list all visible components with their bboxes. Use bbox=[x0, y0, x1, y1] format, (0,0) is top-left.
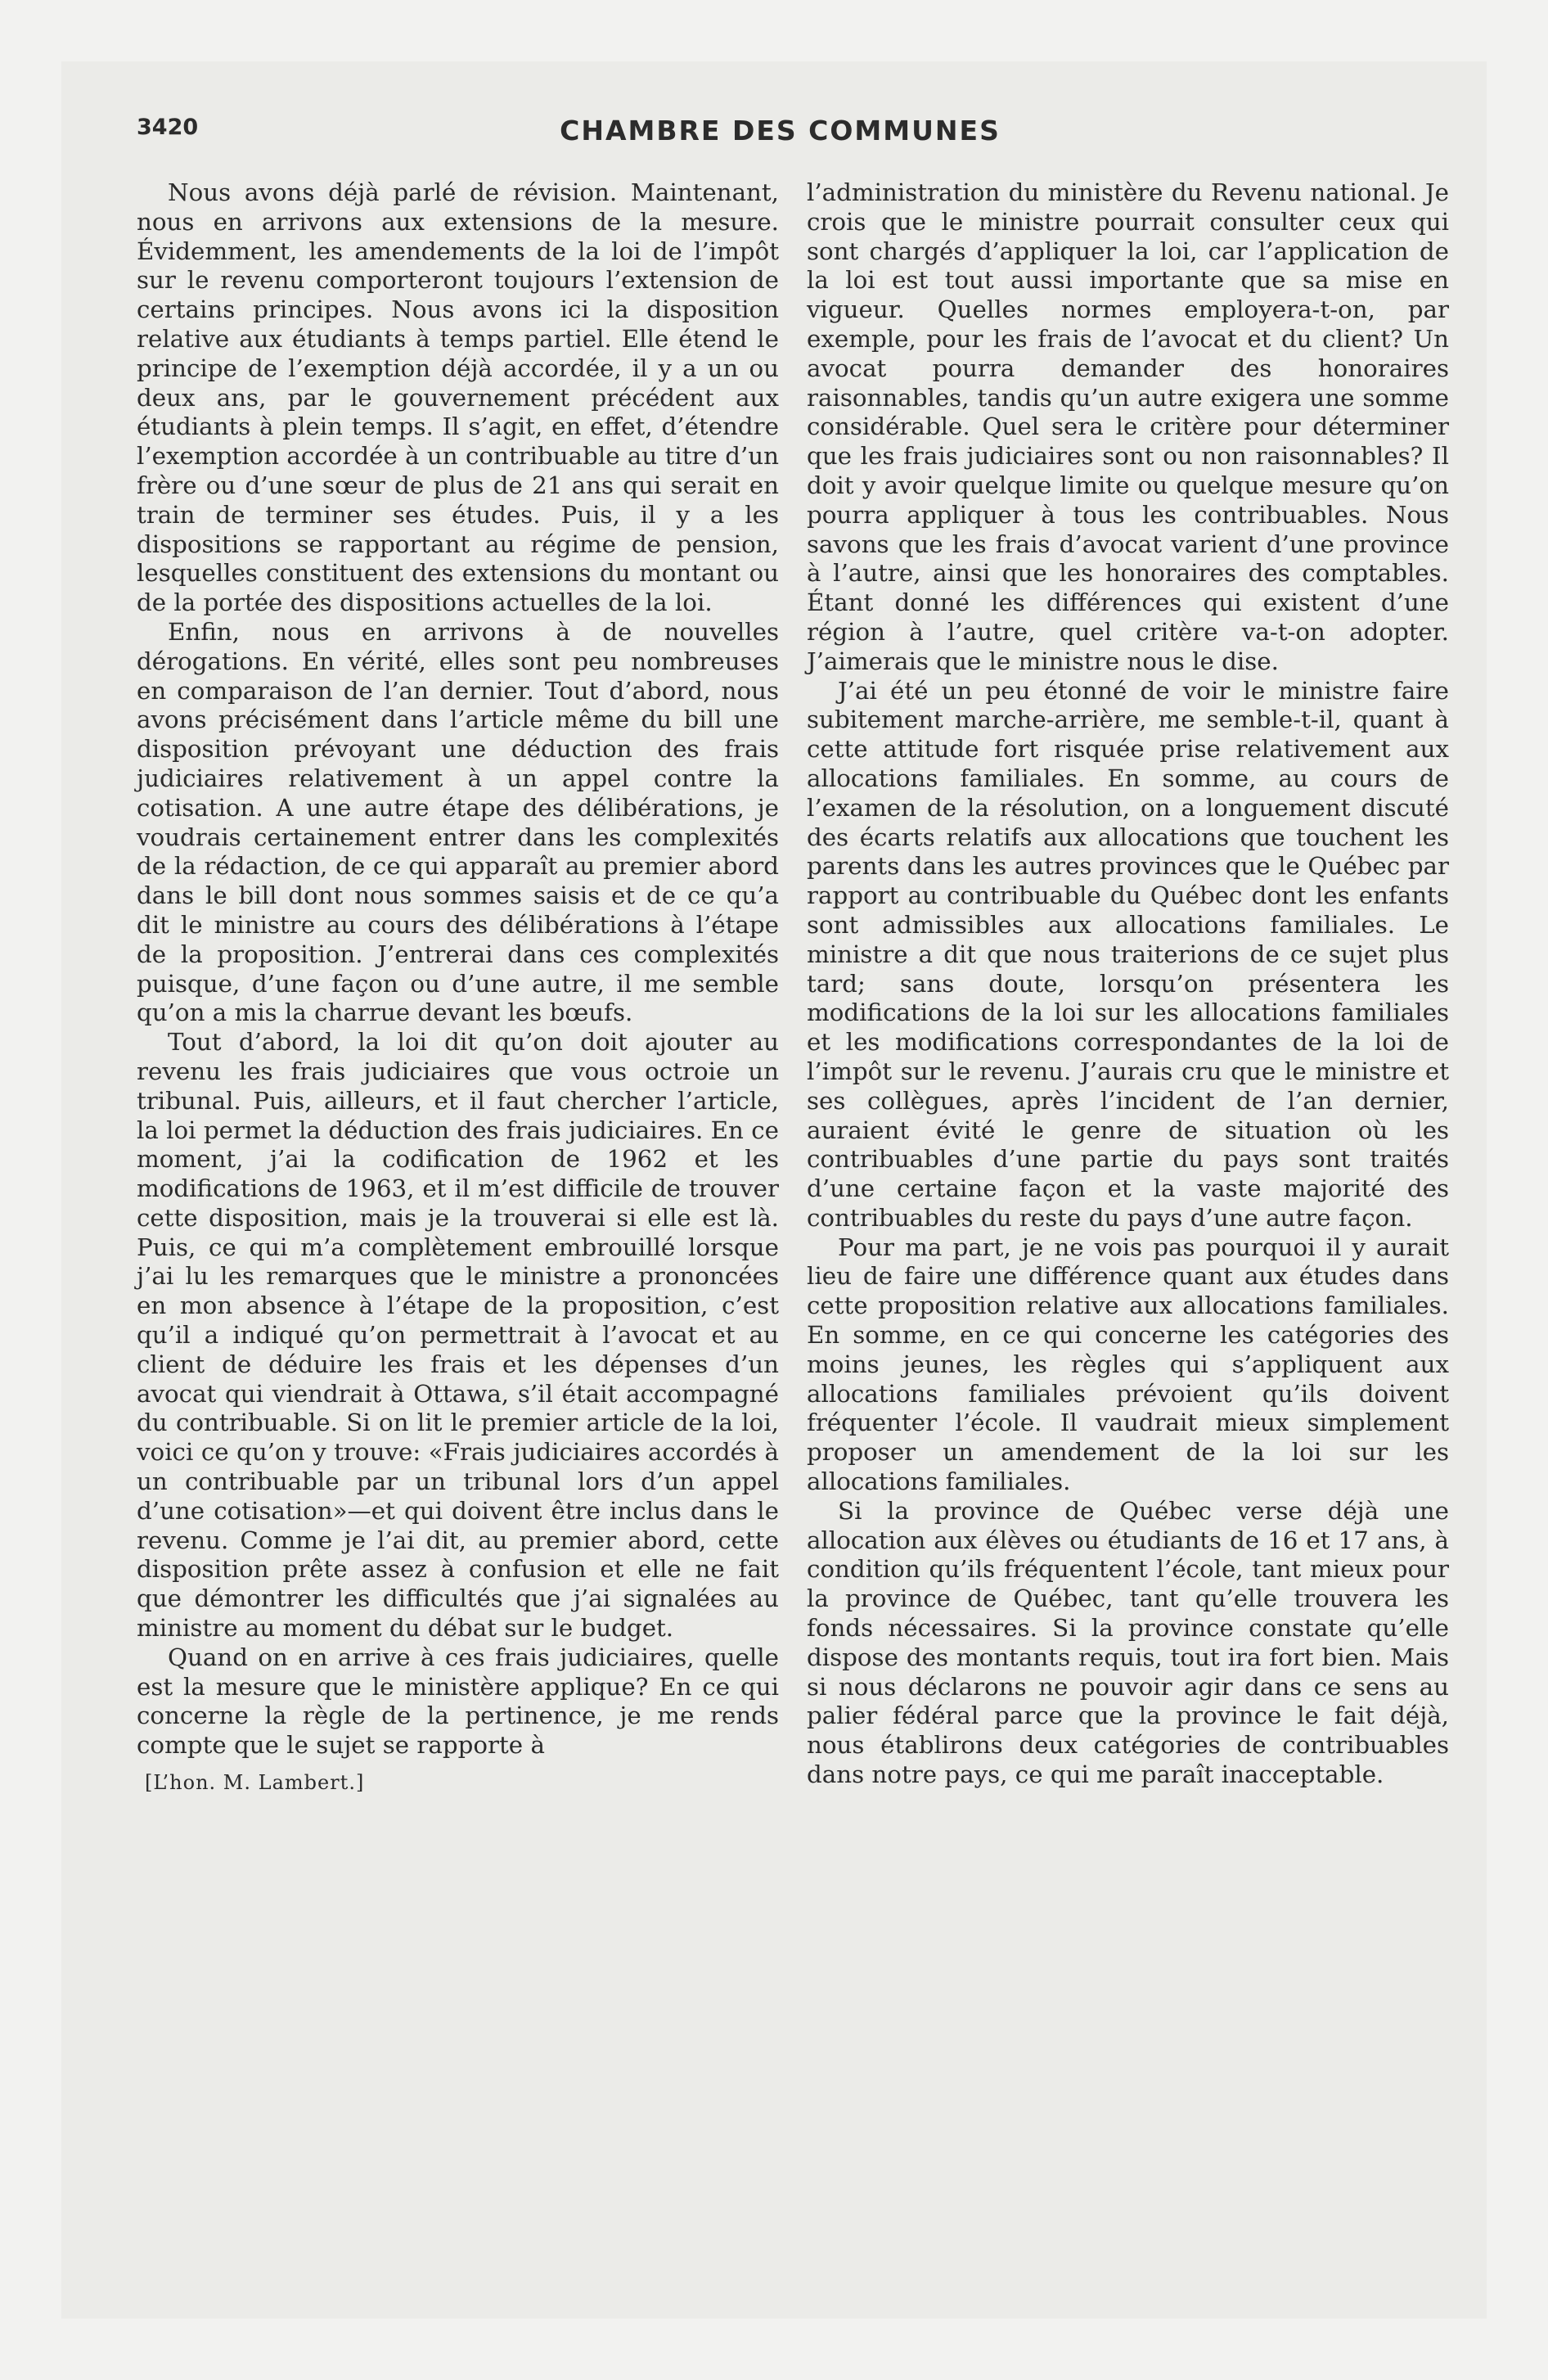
paragraph: Si la province de Québec verse déjà une allocation aux élèves ou étudiants de 16 et 17 ans, à condition qu’ils fréquentent l’école, tant mieux pour la province de Québec, tant qu’elle trouvera les fonds nécessaires. Si la province constate qu’elle dispose des montants requis, tout ira fort bien. Mais si nous déclarons ne pouvoir agir dans ce sens au palier fédéral parce que la province le fait déjà, nous établirons deux catégories de contribuables dans notre pays, ce qui me paraît inacceptable. bbox=[807, 1496, 1449, 1789]
page-number: 3420 bbox=[137, 115, 199, 140]
left-column bbox=[137, 178, 779, 1795]
paragraph: Enfin, nous en arrivons à de nouvelles dérogations. En vérité, elles sont peu nombreuses en comparaison de l’an dernier. Tout d’abord, nous avons précisément dans l’article même du bill une disposition prévoyant une déduction des frais judiciaires relativement à un appel contre la cotisation. A une autre étape des délibérations, je voudrais certainement entrer dans les complexités de la rédaction, de ce qui apparaît au premier abord dans le bill dont nous sommes saisis et de ce qu’a dit le ministre au cours des délibérations à l’étape de la proposition. J’entrerai dans ces complexités puisque, d’une façon ou d’une autre, il me semble qu’on a mis la charrue devant les bœufs. bbox=[137, 617, 779, 1027]
running-title: CHAMBRE DES COMMUNES bbox=[560, 115, 1001, 146]
speaker-attribution: [L’hon. M. Lambert.] bbox=[145, 1771, 365, 1795]
paragraph: Nous avons déjà parlé de révision. Maintenant, nous en arrivons aux extensions de la mesure. Évidemment, les amendements de la loi de l’impôt sur le revenu comporteront toujours l’extension de certains principes. Nous avons ici la disposition relative aux étudiants à temps partiel. Elle étend le principe de l’exemption déjà accordée, il y a un ou deux ans, par le gouvernement précédent aux étudiants à plein temps. Il s’agit, en effet, d’étendre l’exemption accordée à un contribuable au titre d’un frère ou d’une sœur de plus de 21 ans qui serait en train de terminer ses études. Puis, il y a les dispositions se rapportant au régime de pension, lesquelles constituent des extensions du montant ou de la portée des dispositions actuelles de la loi. bbox=[137, 178, 779, 617]
page-header bbox=[137, 115, 1424, 156]
scanned-page bbox=[61, 61, 1487, 2319]
paragraph: Tout d’abord, la loi dit qu’on doit ajouter au revenu les frais judiciaires que vous octroie un tribunal. Puis, ailleurs, et il faut chercher l’article, la loi permet la déduction des frais judiciaires. En ce moment, j’ai la codification de 1962 et les modifications de 1963, et il m’est difficile de trouver cette disposition, mais je la trouverai si elle est là. Puis, ce qui m’a complètement embrouillé lorsque j’ai lu les remarques que le ministre a prononcées en mon absence à l’étape de la proposition, c’est qu’il a indiqué qu’on permettrait à l’avocat et au client de déduire les frais et les dépenses d’un avocat qui viendrait à Ottawa, s’il était accompagné du contribuable. Si on lit le premier article de la loi, voici ce qu’on y trouve: «Frais judiciaires accordés à un contribuable par un tribunal lors d’un appel d’une cotisation»—et qui doivent être inclus dans le revenu. Comme je l’ai dit, au premier abord, cette disposition prête assez à confusion et elle ne fait que démontrer les difficultés que j’ai signalées au ministre au moment du débat sur le budget. bbox=[137, 1028, 779, 1643]
paragraph: J’ai été un peu étonné de voir le ministre faire subitement marche-arrière, me semble-t-il, quant à cette attitude fort risquée prise relativement aux allocations familiales. En somme, au cours de l’examen de la résolution, on a longuement discuté des écarts relatifs aux allocations que touchent les parents dans les autres provinces que le Québec par rapport au contribuable du Québec dont les enfants sont admissibles aux allocations familiales. Le ministre a dit que nous traiterions de ce sujet plus tard; sans doute, lorsqu’on présentera les modifications de la loi sur les allocations familiales et les modifications correspondantes de la loi de l’impôt sur le revenu. J’aurais cru que le ministre et ses collègues, après l’incident de l’an dernier, auraient évité le genre de situation où les contribuables d’une partie du pays sont traités d’une certaine façon et la vaste majorité des contribuables du reste du pays d’une autre façon. bbox=[807, 676, 1449, 1232]
paragraph: Pour ma part, je ne vois pas pourquoi il y aurait lieu de faire une différence quant aux études dans cette proposition relative aux allocations familiales. En somme, en ce qui concerne les catégories des moins jeunes, les règles qui s’appliquent aux allocations familiales prévoient qu’ils doivent fréquenter l’école. Il vaudrait mieux simplement proposer un amendement de la loi sur les allocations familiales. bbox=[807, 1233, 1449, 1496]
paragraph: l’administration du ministère du Revenu national. Je crois que le ministre pourrait consulter ceux qui sont chargés d’appliquer la loi, car l’application de la loi est tout aussi importante que sa mise en vigueur. Quelles normes employera-t-on, par exemple, pour les frais de l’avocat et du client? Un avocat pourra demander des honoraires raisonnables, tandis qu’un autre exigera une somme considérable. Quel sera le critère pour déterminer que les frais judiciaires sont ou non raisonnables? Il doit y avoir quelque limite ou quelque mesure qu’on pourra appliquer à tous les contribuables. Nous savons que les frais d’avocat varient d’une province à l’autre, ainsi que les honoraires des comptables. Étant donné les différences qui existent d’une région à l’autre, quel critère va-t-on adopter. J’aimerais que le ministre nous le dise. bbox=[807, 178, 1449, 675]
paragraph: Quand on en arrive à ces frais judiciaires, quelle est la mesure que le ministère applique? En ce qui concerne la règle de la pertinence, je me rends compte que le sujet se rapporte à bbox=[137, 1643, 779, 1760]
right-column bbox=[807, 178, 1449, 1790]
